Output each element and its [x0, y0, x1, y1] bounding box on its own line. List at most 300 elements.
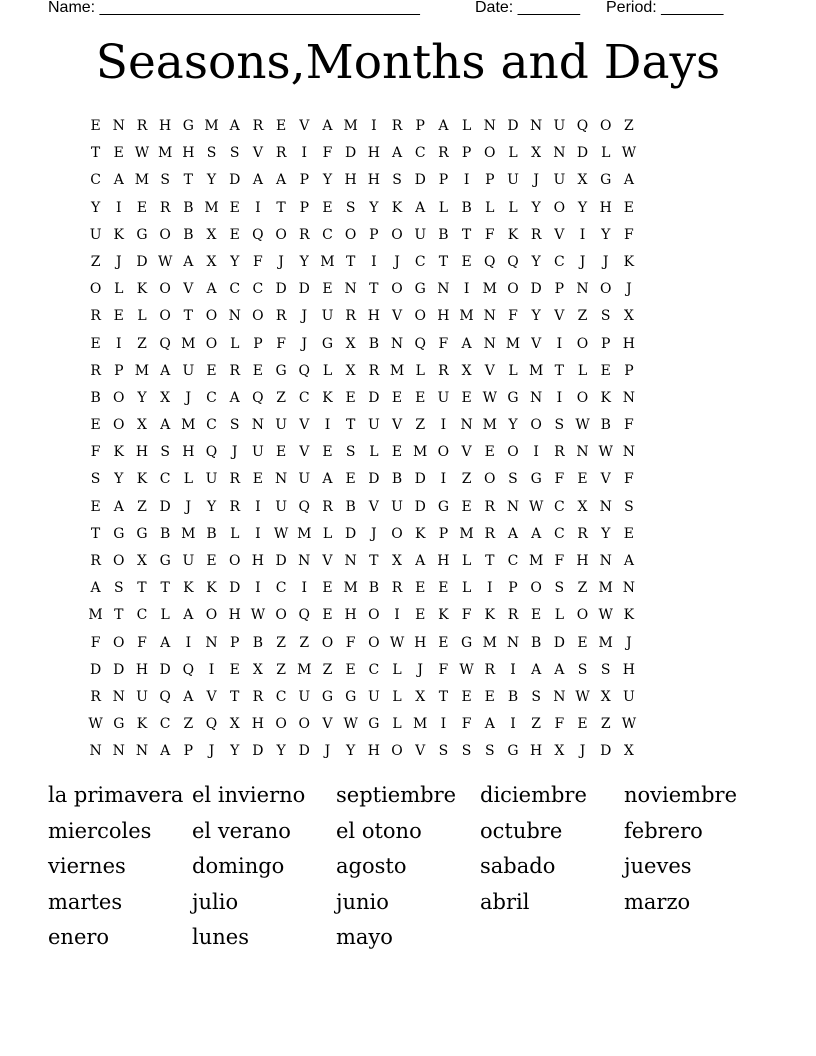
grid-letter: P — [299, 172, 309, 189]
grid-letter: I — [255, 525, 261, 542]
grid-letter: R — [391, 118, 403, 134]
grid-letter: M — [320, 253, 335, 270]
grid-letter: X — [392, 553, 403, 569]
grid-letter: R — [136, 118, 148, 134]
grid-letter: F — [624, 471, 634, 488]
grid-letter: P — [438, 525, 449, 542]
grid-letter: N — [437, 281, 450, 298]
grid-letter: A — [160, 634, 171, 651]
grid-letter: J — [301, 335, 308, 352]
grid-letter: X — [531, 145, 542, 162]
grid-letter: G — [136, 226, 148, 243]
grid-letter: Q — [298, 498, 311, 515]
grid-letter: C — [206, 417, 217, 434]
grid-letter: B — [160, 525, 171, 542]
grid-letter: E — [391, 389, 403, 406]
grid-letter: E — [600, 362, 611, 379]
grid-letter: P — [601, 335, 611, 352]
grid-letter: E — [391, 444, 403, 461]
word-list-item: noviembre — [624, 783, 737, 807]
grid-letter: S — [438, 743, 449, 760]
grid-letter: E — [229, 661, 240, 678]
grid-letter: U — [623, 688, 635, 705]
grid-letter: D — [252, 743, 264, 760]
grid-letter: X — [229, 716, 240, 733]
grid-letter: N — [483, 118, 496, 134]
grid-letter: W — [459, 661, 474, 678]
grid-letter: O — [113, 417, 125, 434]
grid-letter: M — [181, 335, 196, 352]
grid-row — [84, 548, 732, 575]
grid-letter: G — [507, 389, 519, 406]
grid-letter: N — [483, 335, 496, 352]
grid-letter: J — [626, 634, 632, 651]
grid-letter: N — [576, 281, 589, 298]
grid-letter: H — [228, 607, 241, 624]
grid-letter: E — [531, 607, 542, 624]
grid-letter: M — [598, 580, 613, 597]
grid-letter: G — [461, 634, 473, 651]
grid-letter: U — [414, 226, 427, 243]
grid-letter: E — [461, 389, 472, 406]
grid-letter: J — [602, 253, 609, 270]
grid-letter: R — [252, 688, 264, 705]
grid-letter: C — [414, 145, 426, 162]
grid-letter: E — [206, 553, 217, 569]
grid-letter: C — [275, 688, 287, 705]
grid-letter: W — [621, 716, 637, 733]
grid-letter: F — [461, 716, 472, 733]
grid-letter: J — [278, 253, 284, 270]
grid-letter: F — [438, 661, 449, 678]
grid-letter: X — [160, 389, 171, 406]
grid-letter: O — [344, 226, 357, 243]
word-list-item: agosto — [336, 854, 407, 879]
grid-letter: N — [622, 389, 636, 406]
grid-letter: S — [90, 471, 101, 488]
grid-letter: E — [415, 389, 426, 406]
grid-letter: A — [531, 661, 542, 678]
grid-letter: J — [115, 253, 122, 270]
grid-letter: Q — [159, 335, 171, 352]
grid-letter: Y — [299, 253, 309, 270]
grid-letter: F — [90, 444, 101, 461]
grid-letter: D — [368, 471, 380, 488]
grid-letter: P — [253, 335, 263, 352]
grid-letter: D — [113, 661, 125, 678]
grid-letter: G — [530, 471, 542, 488]
grid-letter: L — [392, 716, 402, 733]
grid-letter: V — [299, 417, 310, 434]
grid-letter: S — [160, 172, 170, 189]
grid-letter: L — [461, 118, 472, 134]
grid-letter: E — [322, 199, 333, 216]
grid-letter: G — [600, 172, 612, 189]
grid-letter: C — [298, 389, 310, 406]
grid-letter: M — [157, 145, 173, 162]
grid-letter: E — [345, 471, 356, 488]
grid-letter: F — [554, 716, 565, 733]
grid-letter: S — [345, 444, 356, 461]
grid-letter: E — [484, 444, 495, 461]
grid-letter: I — [301, 145, 308, 162]
grid-letter: R — [484, 525, 496, 542]
grid-letter: Q — [182, 661, 195, 678]
grid-letter: F — [276, 335, 286, 352]
grid-letter: E — [136, 199, 148, 216]
grid-letter: E — [577, 716, 588, 733]
grid-letter: E — [229, 199, 240, 216]
grid-letter: K — [600, 389, 611, 406]
grid-letter: F — [624, 417, 634, 434]
grid-letter: I — [301, 580, 308, 597]
grid-letter: W — [343, 716, 358, 733]
grid-row — [84, 331, 732, 358]
grid-letter: D — [345, 145, 357, 162]
grid-letter: G — [507, 743, 519, 760]
grid-letter: O — [391, 525, 403, 542]
grid-letter: A — [113, 498, 124, 515]
grid-row — [84, 466, 732, 493]
grid-row — [84, 738, 732, 765]
grid-letter: L — [322, 525, 333, 542]
grid-letter: M — [88, 607, 103, 624]
grid-letter: H — [622, 335, 636, 352]
grid-letter: T — [276, 199, 286, 216]
grid-letter: R — [438, 145, 449, 162]
grid-letter: W — [482, 389, 497, 406]
grid-letter: Z — [577, 308, 588, 325]
grid-letter: M — [297, 661, 312, 678]
grid-letter: S — [160, 444, 170, 461]
grid-letter: E — [461, 688, 472, 705]
grid-letter: J — [417, 661, 424, 678]
grid-letter: S — [600, 661, 611, 678]
grid-letter: Z — [276, 661, 286, 678]
grid-letter: K — [136, 716, 148, 733]
grid-letter: Q — [159, 688, 171, 705]
grid-letter: V — [368, 498, 379, 515]
grid-letter: Z — [322, 661, 333, 678]
grid-letter: M — [297, 525, 312, 542]
grid-letter: V — [554, 226, 565, 243]
grid-letter: M — [482, 634, 497, 651]
grid-letter: A — [461, 335, 472, 352]
grid-letter: P — [624, 362, 634, 379]
grid-letter: I — [463, 281, 470, 298]
grid-letter: U — [553, 118, 566, 134]
grid-letter: E — [345, 661, 356, 678]
grid-letter: Y — [346, 743, 356, 760]
grid-letter: V — [415, 743, 426, 760]
grid-letter: N — [228, 308, 241, 325]
grid-letter: S — [600, 308, 611, 325]
grid-letter: P — [485, 172, 495, 189]
word-list-item: septiembre — [336, 783, 457, 807]
grid-letter: Z — [276, 389, 286, 406]
grid-letter: E — [623, 525, 635, 542]
grid-letter: N — [553, 145, 566, 162]
grid-letter: O — [484, 471, 496, 488]
grid-letter: M — [134, 172, 150, 189]
grid-letter: V — [554, 308, 565, 325]
grid-letter: K — [623, 253, 635, 270]
grid-letter: X — [577, 498, 588, 515]
grid-letter: R — [229, 471, 240, 488]
word-list-row — [48, 778, 768, 814]
grid-letter: I — [510, 661, 516, 678]
grid-letter: L — [438, 199, 449, 216]
grid-letter: E — [623, 199, 635, 216]
grid-letter: Y — [206, 498, 217, 515]
grid-letter: S — [531, 688, 541, 705]
grid-letter: Y — [230, 743, 240, 760]
grid-letter: G — [345, 688, 357, 705]
grid-letter: T — [369, 281, 379, 298]
grid-letter: E — [415, 607, 426, 624]
grid-letter: A — [160, 743, 171, 760]
grid-letter: M — [389, 362, 405, 379]
grid-letter: Y — [276, 743, 286, 760]
grid-letter: P — [114, 362, 124, 379]
grid-letter: F — [484, 226, 495, 243]
grid-letter: Y — [114, 471, 124, 488]
grid-letter: P — [554, 281, 565, 298]
grid-letter: U — [205, 471, 218, 488]
grid-letter: N — [622, 444, 636, 461]
grid-letter: T — [369, 553, 379, 569]
grid-letter: R — [345, 308, 356, 325]
grid-letter: K — [183, 580, 194, 597]
grid-letter: O — [576, 607, 589, 624]
grid-letter: D — [229, 580, 241, 597]
grid-letter: N — [251, 417, 265, 434]
grid-letter: H — [599, 199, 612, 216]
grid-letter: X — [345, 362, 356, 379]
grid-letter: K — [136, 281, 148, 298]
grid-letter: J — [579, 253, 586, 270]
grid-letter: G — [368, 716, 380, 733]
grid-letter: D — [345, 525, 357, 542]
grid-letter: G — [275, 362, 287, 379]
grid-letter: L — [461, 553, 472, 569]
grid-letter: O — [159, 281, 171, 298]
grid-row — [84, 358, 732, 385]
grid-letter: E — [322, 444, 333, 461]
page-title: Seasons,Months and Days — [95, 35, 721, 90]
grid-letter: V — [391, 417, 403, 434]
grid-letter: A — [438, 118, 449, 134]
grid-letter: I — [324, 417, 331, 434]
grid-letter: V — [299, 444, 310, 461]
word-list-item: viernes — [48, 854, 126, 879]
grid-letter: D — [136, 253, 148, 270]
grid-letter: H — [367, 743, 380, 760]
word-list-item: mayo — [336, 925, 393, 950]
word-search-grid — [84, 113, 732, 766]
grid-letter: X — [252, 661, 263, 678]
grid-letter: X — [136, 553, 147, 569]
grid-letter: I — [579, 226, 586, 243]
grid-letter: N — [576, 444, 589, 461]
grid-letter: N — [553, 688, 566, 705]
grid-letter: O — [205, 607, 218, 624]
grid-letter: L — [369, 444, 379, 461]
grid-row — [84, 684, 732, 711]
grid-letter: H — [576, 553, 589, 569]
grid-letter: O — [553, 199, 566, 216]
grid-row — [84, 167, 732, 194]
grid-letter: B — [345, 498, 356, 515]
grid-letter: V — [183, 281, 194, 298]
grid-letter: P — [438, 172, 449, 189]
grid-letter: F — [438, 335, 449, 352]
grid-letter: L — [183, 471, 193, 488]
grid-letter: O — [391, 743, 403, 760]
grid-letter: U — [275, 417, 287, 434]
grid-letter: B — [368, 335, 379, 352]
grid-letter: C — [322, 226, 333, 243]
grid-letter: F — [90, 634, 101, 651]
grid-letter: M — [528, 553, 544, 569]
grid-letter: N — [205, 634, 218, 651]
grid-letter: H — [251, 553, 265, 569]
grid-letter: E — [438, 580, 449, 597]
grid-letter: L — [415, 362, 425, 379]
grid-letter: D — [553, 634, 565, 651]
grid-letter: J — [231, 444, 238, 461]
grid-letter: E — [322, 580, 333, 597]
grid-letter: E — [461, 253, 472, 270]
grid-letter: I — [116, 335, 122, 352]
grid-letter: X — [206, 226, 217, 243]
grid-letter: N — [274, 471, 288, 488]
grid-letter: S — [206, 145, 217, 162]
grid-letter: Y — [601, 525, 611, 542]
grid-letter: O — [484, 145, 496, 162]
grid-letter: R — [229, 362, 240, 379]
grid-letter: B — [183, 199, 194, 216]
grid-letter: P — [230, 634, 240, 651]
grid-row — [84, 222, 732, 249]
grid-letter: H — [622, 661, 636, 678]
grid-letter: L — [230, 335, 240, 352]
grid-letter: H — [251, 716, 265, 733]
grid-letter: C — [414, 253, 426, 270]
grid-letter: D — [275, 553, 287, 569]
grid-letter: M — [343, 118, 358, 134]
grid-letter: U — [182, 362, 195, 379]
grid-letter: I — [185, 634, 192, 651]
grid-letter: Q — [252, 226, 264, 243]
grid-letter: W — [134, 145, 150, 162]
grid-letter: H — [367, 172, 380, 189]
grid-letter: E — [90, 335, 101, 352]
grid-letter: R — [507, 607, 519, 624]
grid-letter: N — [599, 553, 612, 569]
grid-letter: P — [415, 118, 425, 134]
grid-letter: O — [275, 716, 287, 733]
grid-letter: Q — [414, 335, 426, 352]
grid-letter: S — [113, 580, 124, 597]
grid-letter: J — [324, 743, 331, 760]
grid-letter: R — [577, 525, 588, 542]
grid-letter: N — [622, 580, 636, 597]
grid-letter: N — [390, 335, 404, 352]
grid-letter: O — [391, 281, 403, 298]
grid-row — [84, 412, 732, 439]
grid-letter: A — [623, 553, 634, 569]
grid-letter: Y — [531, 253, 541, 270]
grid-letter: Q — [507, 253, 519, 270]
grid-letter: A — [113, 172, 124, 189]
grid-letter: C — [159, 471, 171, 488]
grid-letter: T — [230, 688, 240, 705]
grid-letter: V — [600, 471, 611, 488]
grid-letter: O — [252, 308, 264, 325]
grid-letter: Y — [206, 172, 217, 189]
name-field: Name: ____________________________________ — [48, 0, 420, 16]
grid-letter: E — [113, 145, 124, 162]
grid-letter: X — [415, 688, 426, 705]
grid-letter: S — [554, 417, 565, 434]
grid-letter: E — [345, 389, 356, 406]
grid-letter: E — [577, 634, 588, 651]
word-list-item: abril — [480, 889, 530, 914]
grid-letter: M — [181, 417, 196, 434]
grid-letter: S — [229, 417, 240, 434]
grid-letter: L — [508, 145, 518, 162]
grid-letter: E — [90, 498, 101, 515]
grid-letter: R — [90, 362, 101, 379]
grid-letter: O — [113, 389, 125, 406]
grid-letter: I — [440, 471, 447, 488]
grid-letter: J — [371, 525, 377, 542]
word-list-item: julio — [192, 889, 239, 914]
grid-letter: Q — [298, 362, 311, 379]
grid-letter: D — [414, 498, 426, 515]
grid-letter: O — [113, 634, 125, 651]
grid-letter: O — [530, 417, 542, 434]
grid-letter: I — [255, 580, 261, 597]
grid-letter: D — [414, 471, 426, 488]
grid-letter: O — [321, 634, 334, 651]
grid-letter: X — [623, 743, 634, 760]
grid-letter: G — [321, 335, 334, 352]
grid-letter: O — [205, 308, 218, 325]
grid-letter: I — [440, 417, 447, 434]
grid-letter: J — [301, 308, 308, 325]
grid-letter: A — [507, 525, 519, 542]
grid-letter: H — [530, 743, 543, 760]
grid-letter: G — [113, 525, 125, 542]
grid-letter: V — [484, 362, 495, 379]
grid-letter: A — [391, 145, 403, 162]
word-list-item: miercoles — [48, 818, 152, 843]
word-list-item: marzo — [624, 889, 691, 914]
period-field: Period: _______ — [606, 0, 724, 16]
grid-letter: H — [135, 444, 149, 461]
grid-letter: T — [90, 145, 101, 162]
grid-letter: S — [461, 743, 472, 760]
grid-letter: M — [134, 362, 150, 379]
grid-letter: Q — [484, 253, 496, 270]
grid-letter: F — [624, 226, 634, 243]
grid-letter: Z — [90, 253, 101, 270]
grid-letter: F — [508, 308, 518, 325]
grid-letter: E — [252, 362, 264, 379]
grid-letter: Y — [508, 417, 518, 434]
